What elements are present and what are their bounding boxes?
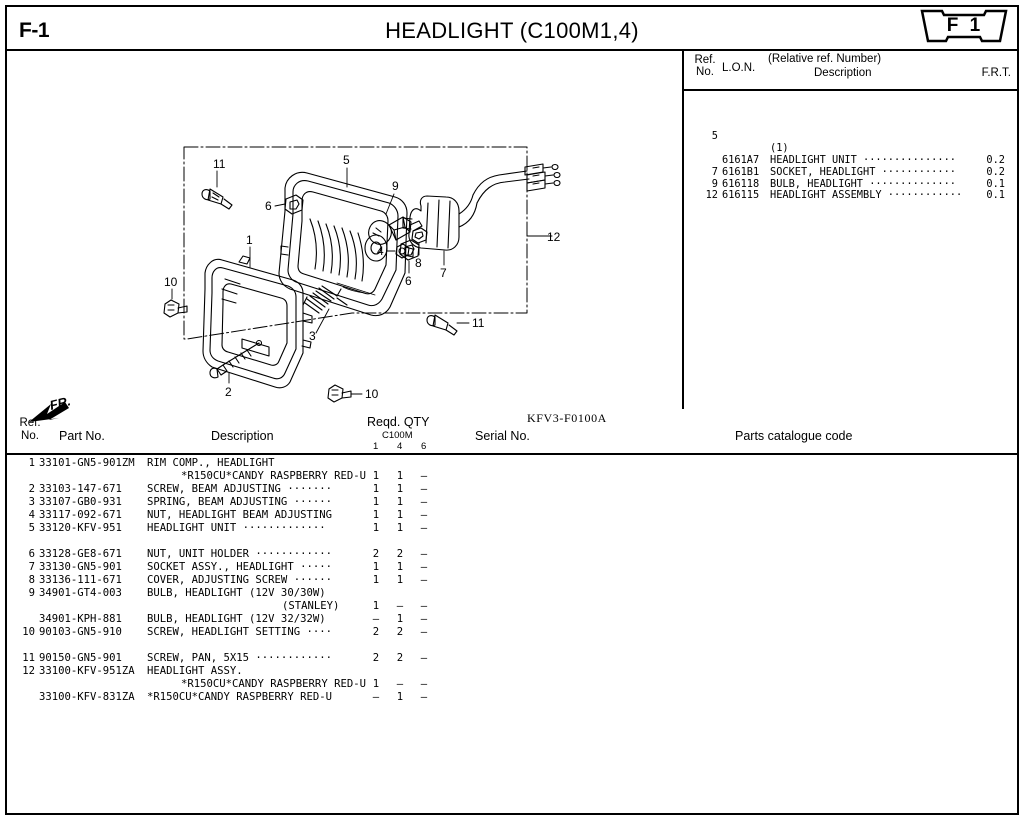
row-qty-1: 1 bbox=[372, 561, 380, 573]
row-qty-1: 1 bbox=[372, 574, 380, 586]
row-qty-1: – bbox=[372, 691, 380, 703]
row-qty-2: – bbox=[396, 678, 404, 690]
row-description: SPRING, BEAM ADJUSTING ······ bbox=[147, 496, 332, 508]
table-row bbox=[7, 548, 1017, 561]
row-part-no: 33117-092-671 bbox=[39, 509, 122, 521]
row-qty-1: 2 bbox=[372, 548, 380, 560]
row-qty-3: – bbox=[420, 522, 428, 534]
part-no-header: Part No. bbox=[59, 429, 105, 443]
table-row bbox=[7, 574, 1017, 587]
parts-list-spacer bbox=[7, 639, 1017, 652]
row-part-no: 34901-KPH-881 bbox=[39, 613, 122, 625]
qty-header: Reqd. QTY bbox=[367, 415, 430, 429]
svg-text:11: 11 bbox=[472, 316, 485, 330]
row-qty-3: – bbox=[420, 691, 428, 703]
row-ref-no: 3 bbox=[28, 496, 35, 508]
part-5-headlight-unit bbox=[279, 172, 413, 315]
row-qty-3: – bbox=[420, 483, 428, 495]
group-ref-no: 5 bbox=[711, 130, 718, 143]
svg-text:8: 8 bbox=[415, 256, 422, 270]
part-10-screw-bottom bbox=[328, 385, 351, 402]
row-ref-no: 9 bbox=[28, 587, 35, 599]
row-qty-2: 1 bbox=[396, 509, 404, 521]
page-code: F-1 bbox=[19, 19, 49, 42]
parts-description-header: Description bbox=[211, 429, 274, 443]
row-ref-no: 12 bbox=[22, 665, 35, 677]
parts-list-header bbox=[7, 411, 1017, 455]
ref-row-frt: 0.2 bbox=[986, 153, 1005, 166]
row-qty-2: – bbox=[396, 600, 404, 612]
row-ref-no: 7 bbox=[28, 561, 35, 573]
row-ref-no: 5 bbox=[28, 522, 35, 534]
row-description: BULB, HEADLIGHT (12V 32/32W) bbox=[147, 613, 326, 625]
row-qty-3: – bbox=[420, 613, 428, 625]
svg-text:6: 6 bbox=[405, 274, 412, 288]
row-description: BULB, HEADLIGHT (12V 30/30W) bbox=[147, 587, 326, 599]
reference-table-row bbox=[684, 167, 1017, 179]
row-ref-no: 11 bbox=[22, 652, 35, 664]
reference-group-row bbox=[684, 120, 1017, 155]
ref-row-lon: 616115 bbox=[722, 189, 760, 202]
row-part-no: 33120-KFV-951 bbox=[39, 522, 122, 534]
row-part-no: 34901-GT4-003 bbox=[39, 587, 122, 599]
ref-row-frt: 0.1 bbox=[986, 177, 1005, 190]
row-qty-2: 1 bbox=[396, 613, 404, 625]
row-qty-1: 1 bbox=[372, 678, 380, 690]
table-row bbox=[7, 678, 1017, 691]
row-description: SCREW, HEADLIGHT SETTING ···· bbox=[147, 626, 332, 638]
table-row bbox=[7, 561, 1017, 574]
row-qty-3: – bbox=[420, 678, 428, 690]
parts-list-body bbox=[7, 457, 1017, 813]
row-qty-3: – bbox=[420, 496, 428, 508]
row-qty-2: 1 bbox=[396, 483, 404, 495]
row-qty-1: – bbox=[372, 613, 380, 625]
ref-row-lon: 616118 bbox=[722, 177, 760, 190]
row-part-no: 33100-KFV-831ZA bbox=[39, 691, 135, 703]
ref-row-desc: HEADLIGHT UNIT ··············· bbox=[770, 153, 956, 166]
row-qty-2: 2 bbox=[396, 548, 404, 560]
row-description: COVER, ADJUSTING SCREW ······ bbox=[147, 574, 332, 586]
reference-table-header bbox=[684, 51, 1017, 91]
ref-row-desc: HEADLIGHT ASSEMBLY ············ bbox=[770, 189, 963, 202]
row-qty-1: 1 bbox=[372, 522, 380, 534]
row-qty-3: – bbox=[420, 509, 428, 521]
part-7-socket-assy bbox=[403, 164, 560, 250]
part-3-spring bbox=[303, 286, 347, 313]
row-qty-2: 1 bbox=[396, 691, 404, 703]
row-qty-3: – bbox=[420, 561, 428, 573]
row-qty-2: 1 bbox=[396, 496, 404, 508]
catalogue-code-header: Parts catalogue code bbox=[735, 429, 853, 443]
svg-text:10: 10 bbox=[164, 275, 178, 289]
ref-row-frt: 0.2 bbox=[986, 165, 1005, 178]
row-qty-2: 1 bbox=[396, 470, 404, 482]
ref-row-ref: 7 bbox=[711, 165, 718, 178]
table-row bbox=[7, 691, 1017, 704]
ref-no-header: Ref. No. bbox=[694, 54, 716, 78]
qty-col-2-header: 4 bbox=[397, 441, 403, 452]
table-row bbox=[7, 457, 1017, 470]
part-6-nut-upper bbox=[285, 195, 303, 214]
svg-text:5: 5 bbox=[343, 153, 350, 167]
row-description: *R150CU*CANDY RASPBERRY RED-U bbox=[181, 678, 366, 690]
title-bar bbox=[7, 7, 1017, 51]
row-part-no: 33136-111-671 bbox=[39, 574, 122, 586]
svg-text:4: 4 bbox=[377, 244, 384, 258]
part-11-screw-upper bbox=[202, 189, 232, 209]
svg-text:7: 7 bbox=[440, 266, 447, 280]
ref-row-ref: 9 bbox=[711, 177, 718, 190]
row-ref-no: 4 bbox=[28, 509, 35, 521]
table-row bbox=[7, 509, 1017, 522]
reference-table bbox=[684, 51, 1017, 409]
svg-text:9: 9 bbox=[392, 179, 399, 193]
row-part-no: 33128-GE8-671 bbox=[39, 548, 122, 560]
svg-text:10: 10 bbox=[365, 387, 379, 401]
ref-row-ref: 12 bbox=[705, 189, 718, 202]
tab-badge-label: F 1 bbox=[946, 15, 984, 36]
table-row bbox=[7, 522, 1017, 535]
ref-row-lon: 6161B1 bbox=[722, 165, 760, 178]
section-tab-badge[interactable] bbox=[920, 9, 1008, 43]
row-qty-3: – bbox=[420, 470, 428, 482]
description-header: Description bbox=[814, 67, 872, 79]
row-ref-no: 1 bbox=[28, 457, 35, 469]
parts-ref-no-header: Ref. No. bbox=[19, 417, 41, 442]
row-qty-3: – bbox=[420, 652, 428, 664]
row-ref-no: 6 bbox=[28, 548, 35, 560]
svg-text:6: 6 bbox=[265, 199, 272, 213]
reference-table-row bbox=[684, 190, 1017, 202]
row-qty-1: 1 bbox=[372, 600, 380, 612]
svg-text:1: 1 bbox=[246, 233, 253, 247]
lon-header: L.O.N. bbox=[722, 62, 756, 74]
parts-list-spacer bbox=[7, 535, 1017, 548]
row-qty-1: 1 bbox=[372, 483, 380, 495]
frt-header: F.R.T. bbox=[981, 67, 1011, 79]
row-part-no: 33107-GB0-931 bbox=[39, 496, 122, 508]
row-part-no: 33130-GN5-901 bbox=[39, 561, 122, 573]
table-row bbox=[7, 613, 1017, 626]
reference-rows-container bbox=[684, 155, 1017, 202]
drawing-code: KFV3-F0100A bbox=[527, 411, 607, 425]
row-qty-1: 1 bbox=[372, 509, 380, 521]
row-description: SCREW, PAN, 5X15 ············ bbox=[147, 652, 332, 664]
row-description: NUT, HEADLIGHT BEAM ADJUSTING bbox=[147, 509, 332, 521]
row-description: NUT, UNIT HOLDER ············ bbox=[147, 548, 332, 560]
svg-text:12: 12 bbox=[547, 230, 561, 244]
headlight-exploded-diagram bbox=[7, 51, 684, 409]
row-part-no: 33100-KFV-951ZA bbox=[39, 665, 135, 677]
reference-table-row bbox=[684, 155, 1017, 167]
svg-text:3: 3 bbox=[309, 329, 316, 343]
row-qty-3: – bbox=[420, 574, 428, 586]
table-row bbox=[7, 665, 1017, 678]
row-qty-2: 1 bbox=[396, 561, 404, 573]
table-row bbox=[7, 587, 1017, 600]
table-row bbox=[7, 652, 1017, 665]
row-description: *R150CU*CANDY RASPBERRY RED-U bbox=[147, 691, 332, 703]
row-part-no: 33103-147-671 bbox=[39, 483, 122, 495]
row-qty-2: 1 bbox=[396, 574, 404, 586]
svg-text:FR.: FR. bbox=[48, 393, 73, 413]
relative-ref-header: (Relative ref. Number) bbox=[768, 53, 882, 65]
ref-row-desc: SOCKET, HEADLIGHT ············ bbox=[770, 165, 956, 178]
page-title: HEADLIGHT (C100M1,4) bbox=[385, 18, 639, 43]
ref-row-desc: BULB, HEADLIGHT ·············· bbox=[770, 177, 956, 190]
row-qty-3: – bbox=[420, 548, 428, 560]
row-qty-1: 2 bbox=[372, 652, 380, 664]
ref-row-lon: 6161A7 bbox=[722, 153, 760, 166]
reference-table-body bbox=[684, 91, 1017, 226]
row-description: HEADLIGHT ASSY. bbox=[147, 665, 243, 677]
table-row bbox=[7, 483, 1017, 496]
part-11-screw-lower bbox=[427, 315, 457, 335]
row-description: SCREW, BEAM ADJUSTING ······· bbox=[147, 483, 332, 495]
row-description: HEADLIGHT UNIT ············· bbox=[147, 522, 326, 534]
svg-text:11: 11 bbox=[213, 157, 226, 171]
row-description: (STANLEY) bbox=[282, 600, 340, 612]
row-qty-2: 2 bbox=[396, 626, 404, 638]
row-qty-3: – bbox=[420, 600, 428, 612]
row-qty-1: 1 bbox=[372, 496, 380, 508]
row-qty-3: – bbox=[420, 626, 428, 638]
row-qty-1: 1 bbox=[372, 470, 380, 482]
table-row bbox=[7, 470, 1017, 483]
qty-col-3-header: 6 bbox=[421, 441, 427, 452]
row-ref-no: 2 bbox=[28, 483, 35, 495]
row-ref-no: 10 bbox=[22, 626, 35, 638]
row-qty-2: 2 bbox=[396, 652, 404, 664]
model-header: C100M bbox=[382, 430, 413, 441]
row-description: RIM COMP., HEADLIGHT bbox=[147, 457, 275, 469]
group-label: (1) bbox=[770, 142, 789, 155]
table-row bbox=[7, 496, 1017, 509]
row-part-no: 33101-GN5-901ZM bbox=[39, 457, 135, 469]
row-part-no: 90150-GN5-901 bbox=[39, 652, 122, 664]
row-qty-2: 1 bbox=[396, 522, 404, 534]
row-description: SOCKET ASSY., HEADLIGHT ····· bbox=[147, 561, 332, 573]
svg-text:2: 2 bbox=[225, 385, 232, 399]
ref-row-frt: 0.1 bbox=[986, 189, 1005, 202]
qty-col-1-header: 1 bbox=[373, 441, 379, 452]
serial-no-header: Serial No. bbox=[475, 429, 530, 443]
row-ref-no: 8 bbox=[28, 574, 35, 586]
row-description: *R150CU*CANDY RASPBERRY RED-U bbox=[181, 470, 366, 482]
row-qty-1: 2 bbox=[372, 626, 380, 638]
row-part-no: 90103-GN5-910 bbox=[39, 626, 122, 638]
table-row bbox=[7, 600, 1017, 613]
table-row bbox=[7, 626, 1017, 639]
